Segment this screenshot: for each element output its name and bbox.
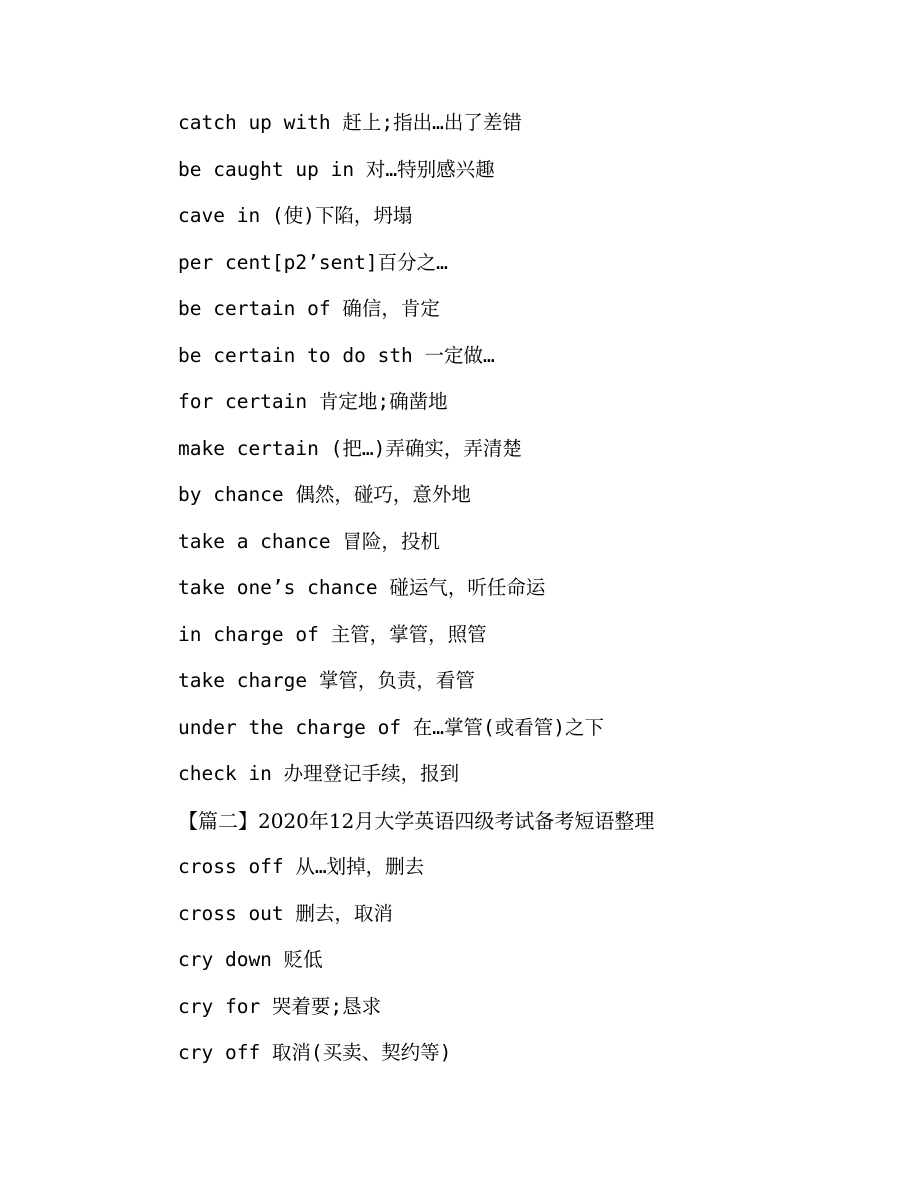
phrase-line: be caught up in 对…特别感兴趣 [178,157,495,181]
section-heading: 【篇二】2020年12月大学英语四级考试备考短语整理 [178,808,655,833]
phrase-line: for certain 肯定地;确凿地 [178,390,448,413]
phrase-line: make certain (把…)弄确实，弄清楚 [178,436,522,460]
phrase-line: in charge of 主管，掌管，照管 [178,622,487,646]
phrase-line: cave in (使)下陷，坍塌 [178,204,413,227]
phrase-line: be certain to do sth 一定做… [178,343,495,367]
phrase-line: cross out 删去，取消 [178,901,393,925]
phrase-line: cry for 哭着要;恳求 [178,994,382,1018]
phrase-line: cry down 贬低 [178,948,323,971]
phrase-list [178,105,878,1082]
phrase-line: check in 办理登记手续，报到 [178,762,460,785]
phrase-line: cry off 取消(买卖、契约等) [178,1041,452,1064]
phrase-line: catch up with 赶上;指出…出了差错 [178,111,522,134]
phrase-line: take charge 掌管，负责，看管 [178,669,475,692]
phrase-line: cross off 从…划掉，删去 [178,855,425,878]
phrase-line: per cent[p2’sent]百分之… [178,250,448,274]
phrase-line: by chance 偶然，碰巧，意外地 [178,483,471,506]
phrase-line: take a chance 冒险，投机 [178,529,440,553]
phrase-line: be certain of 确信，肯定 [178,297,440,320]
phrase-line: take one’s chance 碰运气，听任命运 [178,576,546,599]
phrase-line: under the charge of 在…掌管(或看管)之下 [178,715,605,739]
